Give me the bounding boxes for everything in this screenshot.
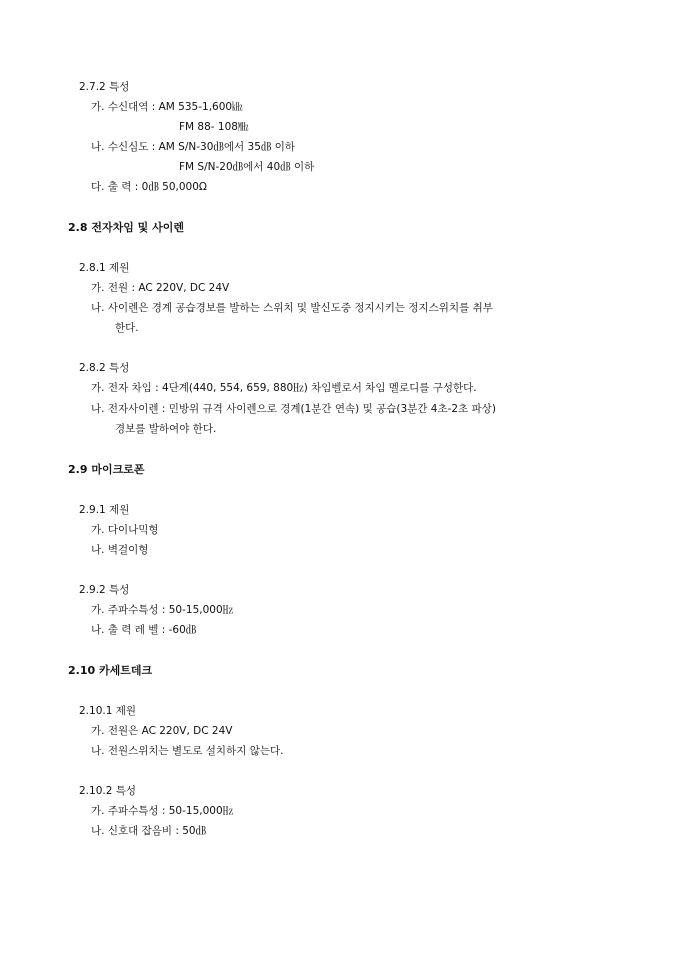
subsection-title-2-9-2: 2.9.2 특성 — [79, 584, 130, 596]
item-output-level: 나. 출 력 레 벨 : -60㏈ — [91, 624, 197, 636]
subsection-title-2-10-2: 2.10.2 특성 — [79, 785, 137, 797]
item-frequency-response: 가. 주파수특성 : 50-15,000㎐ — [91, 604, 234, 616]
item-power: 가. 전원 : AC 220V, DC 24V — [91, 282, 230, 294]
item-dynamic-type: 가. 다이나믹형 — [91, 524, 159, 536]
item-snr: 나. 신호대 잡음비 : 50㏈ — [91, 825, 207, 837]
item-power-switch: 나. 전원스위치는 별도로 설치하지 않는다. — [91, 745, 284, 757]
section-title-2-10: 2.10 카세트데크 — [68, 664, 153, 677]
item-reception-band-fm: FM 88- 108㎒ — [179, 121, 249, 133]
item-power-cassette: 가. 전원은 AC 220V, DC 24V — [91, 725, 233, 737]
item-reception-sensitivity: 나. 수신심도 : AM S/N-30㏈에서 35㏈ 이하 — [91, 141, 295, 153]
item-reception-band: 가. 수신대역 : AM 535-1,600㎑ — [91, 101, 243, 113]
subsection-title-2-7-2: 2.7.2 특성 — [79, 81, 130, 93]
subsection-title-2-10-1: 2.10.1 제원 — [79, 705, 137, 717]
item-wall-mount-type: 나. 벽걸이형 — [91, 544, 149, 556]
subsection-title-2-9-1: 2.9.1 제원 — [79, 504, 130, 516]
subsection-title-2-8-1: 2.8.1 제원 — [79, 262, 130, 274]
item-reception-sensitivity-fm: FM S/N-20㏈에서 40㏈ 이하 — [179, 161, 315, 173]
item-electronic-siren: 나. 전자사이렌 : 민방위 규격 사이렌으로 경계(1분간 연속) 및 공습(3분간 4초-2초 파상) — [91, 403, 496, 415]
item-frequency-response-cassette: 가. 주파수특성 : 50-15,000㎐ — [91, 805, 234, 817]
subsection-title-2-8-2: 2.8.2 특성 — [79, 362, 130, 374]
item-siren-switch-cont: 한다. — [115, 322, 139, 334]
item-electronic-chime: 가. 전자 차임 : 4단계(440, 554, 659, 880㎐) 차임벨로서 차임 멜로디를 구성한다. — [91, 382, 477, 394]
item-siren-switch: 나. 사이렌은 경계 공습경보를 발하는 스위치 및 발신도중 정지시키는 정지스위치를 취부 — [91, 302, 493, 314]
item-output: 다. 출 력 : 0㏈ 50,000Ω — [91, 181, 207, 193]
section-title-2-9: 2.9 마이크로폰 — [68, 463, 145, 476]
item-electronic-siren-cont: 경보를 발하여야 한다. — [115, 423, 217, 435]
section-title-2-8: 2.8 전자차임 및 사이렌 — [68, 221, 184, 234]
